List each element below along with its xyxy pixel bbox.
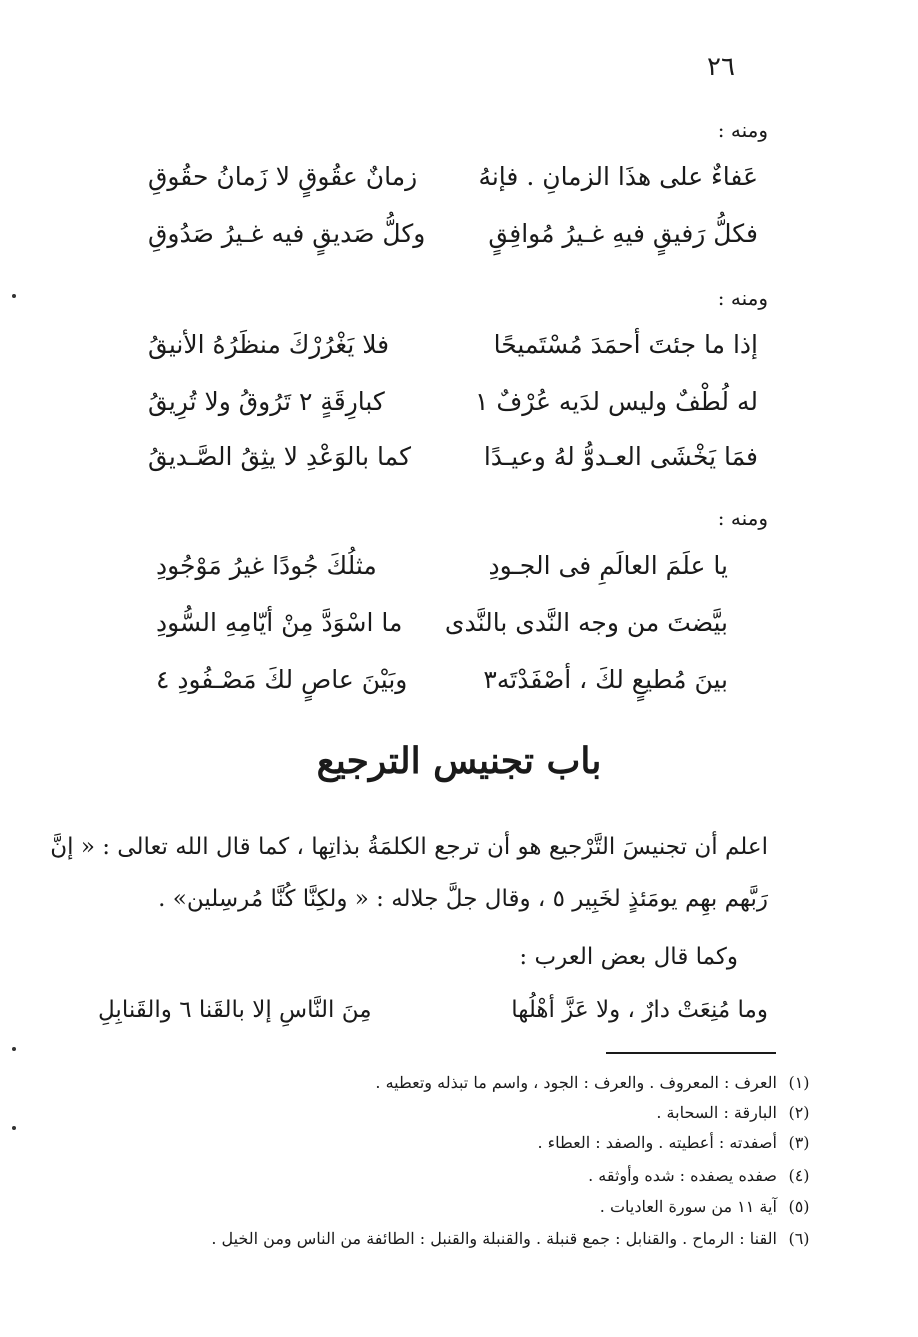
footnote-divider [606,1052,776,1054]
verse-hemistich-second: كبارِقَةٍ ٢ تَرُوقُ ولا تُرِيقُ [148,387,385,416]
verse-hemistich-first: إذا ما جئتَ أحمَدَ مُسْتَميحًا [493,330,758,359]
footnote-number: (٢) [788,1103,810,1122]
footnote-number: (٥) [788,1197,810,1216]
scan-speck [12,294,16,298]
footnote-text: العرف : المعروف . والعرف : الجود ، واسم ما تبذله وتعطيه . [375,1073,777,1092]
footnote [537,1130,816,1156]
verse-hemistich-first: يا علَمَ العالَمِ فى الجـودِ [488,551,728,580]
footnote [211,1226,816,1252]
footnote [656,1100,816,1126]
section-intro: ومنه : [717,118,768,142]
verse-hemistich-first: وما مُنِعَتْ دارٌ ، ولا عَزَّ أهْلُها [511,997,768,1023]
verse-hemistich-second: فلا يَغْرُرْكَ منظَرُهُ الأنيقُ [148,330,390,359]
footnote-number: (٦) [788,1229,810,1248]
quote-intro: وكما قال بعض العرب : [519,944,738,970]
footnote-text: القنا : الرماح . والقنابل : جمع قنبلة . والقنبلة والقنبل : الطائفة من الناس ومن الخيل . [211,1229,777,1248]
chapter-title: باب تجنيس الترجيع [316,740,602,782]
verse-hemistich-first: فكلُّ رَفيقٍ فيهِ غـيرُ مُوافِقٍ [488,219,758,248]
footnote [588,1163,816,1189]
page-number: ٢٦ [707,52,735,82]
footnote-number: (٤) [788,1166,810,1185]
section-intro: ومنه : [717,506,768,530]
footnote-text: صفده يصفده : شده وأوثقه . [588,1166,777,1185]
verse-hemistich-second: وبَيْنَ عاصٍ لكَ مَصْـفُودِ ٤ [156,665,408,694]
verse-hemistich-first: فمَا يَخْشَى العـدوُّ لهُ وعيـدًا [483,442,758,471]
footnote [600,1194,816,1220]
footnote-text: آية ١١ من سورة العاديات . [599,1197,777,1216]
section-intro: ومنه : [717,286,768,310]
verse-hemistich-second: مِنَ النَّاسِ إلا بالقَنا ٦ والقَنابِلِ [98,997,372,1023]
footnote-text: البارقة : السحابة . [656,1103,777,1122]
paragraph-line: رَبَّهم بهِم يومَئذٍ لخَبِير ٥ ، وقال جلَّ جلاله : « ولكِنَّا كُنَّا مُرسِلين» . [158,886,768,912]
verse-hemistich-second: ما اسْوَدَّ مِنْ أيّامِهِ السُّودِ [156,608,403,637]
footnote-text: أصفدته : أعطيته . والصفد : العطاء . [537,1133,777,1152]
verse-hemistich-first: عَفاءٌ على هذَا الزمانِ . فإنهُ [478,162,758,191]
footnote [375,1070,816,1096]
footnote-number: (١) [788,1073,810,1092]
verse-hemistich-second: وكلُّ صَديقٍ فيه غـيرُ صَدُوقِ [148,219,426,248]
paragraph-line: اعلم أن تجنيسَ التَّرْجيع هو أن ترجع الكلمَةُ بذاتِها ، كما قال الله تعالى : « إنَّ [50,834,768,860]
verse-hemistich-first: بينَ مُطيعٍ لكَ ، أصْفَدْتَه٣ [483,665,728,694]
verse-hemistich-second: زمانٌ عقُوقٍ لا زَمانُ حقُوقِ [148,162,418,191]
verse-hemistich-first: له لُطْفٌ وليس لدَيه عُرْفٌ ١ [474,387,758,416]
footnote-number: (٣) [788,1133,810,1152]
verse-hemistich-second: مثلُكَ جُودًا غيرُ مَوْجُودِ [156,551,377,580]
scan-speck [12,1126,16,1130]
scan-speck [12,1047,16,1051]
verse-hemistich-first: بيَّضتَ من وجه النَّدى بالنَّدى [444,608,728,637]
verse-hemistich-second: كما بالوَعْدِ لا يثِقُ الصَّـديقُ [148,442,412,471]
